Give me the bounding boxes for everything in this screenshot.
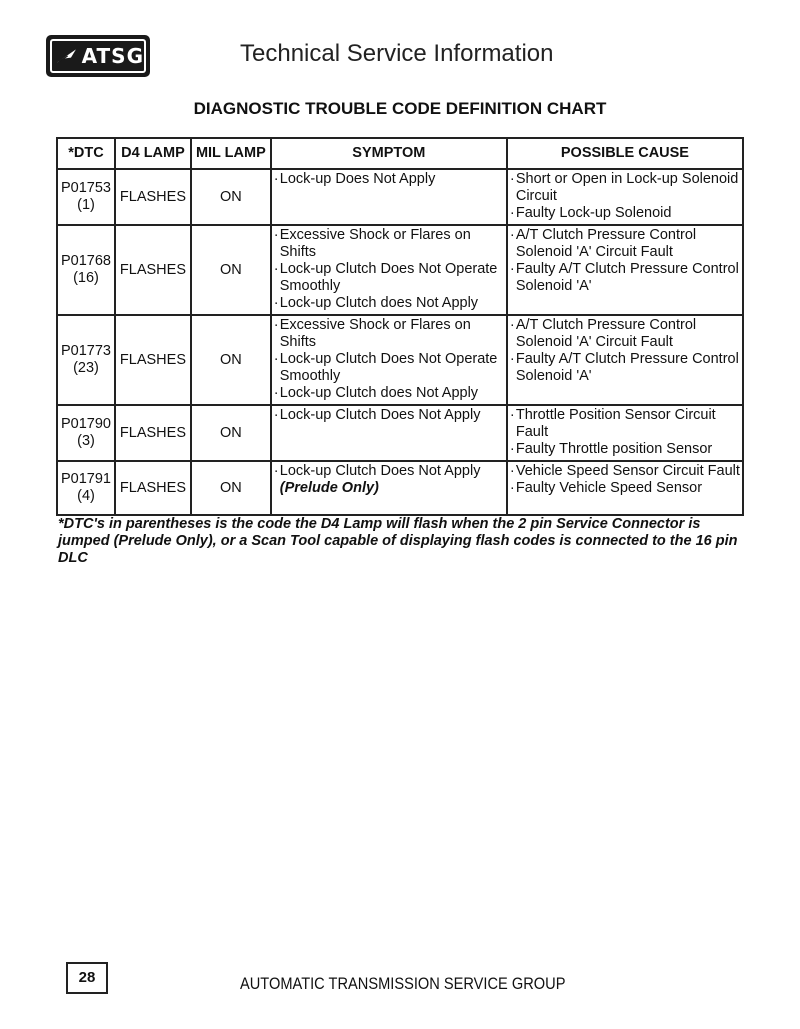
cause-item [510, 261, 740, 295]
symptom-item [274, 463, 504, 480]
dtc-code: P01768 [60, 253, 111, 269]
symptom-cell [271, 315, 507, 405]
d4-lamp-cell: FLASHES [115, 315, 191, 405]
possible-cause-cell [507, 405, 743, 461]
bullet-dot-icon: · [273, 351, 279, 367]
symptom-text: Lock-up Clutch does Not Apply [279, 385, 479, 401]
column-header-d4-lamp: D4 LAMP [115, 138, 191, 169]
cause-item [510, 407, 740, 441]
symptom-text: Lock-up Clutch Does Not Operate Smoothly [279, 351, 498, 384]
possible-cause-cell [507, 461, 743, 515]
atsg-logo [46, 35, 150, 77]
cause-item [510, 441, 740, 458]
possible-cause-cell [507, 225, 743, 315]
symptom-text: Lock-up Clutch Does Not Operate Smoothly [279, 261, 498, 294]
cause-item [510, 205, 740, 222]
cause-text: Faulty A/T Clutch Pressure Control Solenoid 'A' [515, 261, 739, 294]
cause-item [510, 463, 740, 480]
symptom-item [274, 385, 504, 402]
flash-code: (16) [73, 270, 99, 286]
dtc-cell [57, 315, 115, 405]
cause-text: Short or Open in Lock-up Solenoid Circuit [515, 171, 739, 204]
mil-lamp-cell: ON [191, 169, 271, 225]
table-row [57, 169, 743, 225]
bullet-dot-icon: · [509, 480, 515, 496]
symptom-text: Lock-up Clutch Does Not Apply [279, 463, 481, 479]
bullet-dot-icon: · [509, 205, 515, 221]
bullet-dot-icon: · [509, 261, 515, 277]
table-row [57, 225, 743, 315]
dtc-code: P01753 [60, 180, 111, 196]
bullet-dot-icon: · [509, 227, 515, 243]
possible-cause-cell [507, 315, 743, 405]
table-header-row [57, 138, 743, 169]
cause-item [510, 351, 740, 385]
dtc-cell [57, 169, 115, 225]
cause-text: A/T Clutch Pressure Control Solenoid 'A' Circuit Fault [515, 227, 697, 260]
flash-code: (3) [77, 433, 95, 449]
d4-lamp-cell: FLASHES [115, 461, 191, 515]
mil-lamp-cell: ON [191, 225, 271, 315]
bullet-dot-icon: · [273, 227, 279, 243]
bullet-dot-icon: · [273, 295, 279, 311]
dtc-cell [57, 405, 115, 461]
bullet-dot-icon: · [509, 407, 515, 423]
dtc-code: P01791 [60, 471, 111, 487]
bullet-dot-icon: · [273, 261, 279, 277]
bullet-dot-icon: · [509, 441, 515, 457]
symptom-item [274, 295, 504, 312]
column-header-mil-lamp: MIL LAMP [191, 138, 271, 169]
cause-item [510, 317, 740, 351]
mil-lamp-cell: ON [191, 461, 271, 515]
column-header-possible-cause: POSSIBLE CAUSE [507, 138, 743, 169]
dtc-cell [57, 461, 115, 515]
footnote: *DTC's in parentheses is the code the D4 Lamp will flash when the 2 pin Service Connector is jumped (Prelude Only), or a Scan Tool capable of displaying flash codes is connected to the 16 pin DLC [58, 516, 738, 566]
bullet-dot-icon: · [509, 351, 515, 367]
bird-icon [56, 46, 78, 66]
dtc-code: P01790 [60, 416, 111, 432]
symptom-cell [271, 225, 507, 315]
symptom-text: Lock-up Does Not Apply [279, 171, 436, 187]
d4-lamp-cell: FLASHES [115, 169, 191, 225]
flash-code: (23) [73, 360, 99, 376]
page-number: 28 [66, 962, 108, 994]
cause-text: Throttle Position Sensor Circuit Fault [515, 407, 716, 440]
bullet-dot-icon: · [273, 171, 279, 187]
cause-text: A/T Clutch Pressure Control Solenoid 'A' Circuit Fault [515, 317, 697, 350]
d4-lamp-cell: FLASHES [115, 225, 191, 315]
flash-code: (1) [77, 197, 95, 213]
possible-cause-cell [507, 169, 743, 225]
symptom-text: Excessive Shock or Flares on Shifts [279, 227, 471, 260]
symptom-item [274, 227, 504, 261]
bullet-dot-icon: · [509, 171, 515, 187]
chart-title: DIAGNOSTIC TROUBLE CODE DEFINITION CHART [193, 99, 607, 118]
cause-text: Faulty Throttle position Sensor [515, 441, 713, 457]
symptom-text: Lock-up Clutch Does Not Apply [279, 407, 481, 423]
d4-lamp-cell: FLASHES [115, 405, 191, 461]
symptom-item [274, 407, 504, 424]
symptom-item [274, 171, 504, 188]
table-row [57, 315, 743, 405]
symptom-cell [271, 169, 507, 225]
cause-item [510, 171, 740, 205]
bullet-dot-icon: · [273, 463, 279, 479]
symptom-text: Lock-up Clutch does Not Apply [279, 295, 479, 311]
cause-item [510, 227, 740, 261]
table-row [57, 461, 743, 515]
symptom-cell [271, 461, 507, 515]
logo-text: ATSG [81, 44, 144, 68]
flash-code: (4) [77, 488, 95, 504]
symptom-item [274, 317, 504, 351]
dtc-cell [57, 225, 115, 315]
bullet-dot-icon: · [273, 317, 279, 333]
cause-text: Faulty A/T Clutch Pressure Control Solenoid 'A' [515, 351, 739, 384]
bullet-dot-icon: · [509, 317, 515, 333]
column-header-symptom: SYMPTOM [271, 138, 507, 169]
mil-lamp-cell: ON [191, 405, 271, 461]
cause-text: Faulty Vehicle Speed Sensor [515, 480, 703, 496]
table-row [57, 405, 743, 461]
bullet-dot-icon: · [273, 385, 279, 401]
footer-organization: AUTOMATIC TRANSMISSION SERVICE GROUP [240, 974, 566, 993]
cause-text: Faulty Lock-up Solenoid [515, 205, 672, 221]
dtc-table-body [57, 169, 743, 515]
symptom-text: Excessive Shock or Flares on Shifts [279, 317, 471, 350]
mil-lamp-cell: ON [191, 315, 271, 405]
symptom-item [274, 261, 504, 295]
symptom-item [274, 351, 504, 385]
symptom-cell [271, 405, 507, 461]
column-header-dtc: *DTC [57, 138, 115, 169]
dtc-table [56, 137, 744, 516]
dtc-code: P01773 [60, 343, 111, 359]
cause-item [510, 480, 740, 497]
bullet-dot-icon: · [273, 407, 279, 423]
symptom-note: (Prelude Only) [279, 480, 379, 496]
page-header-title: Technical Service Information [240, 40, 554, 67]
cause-text: Vehicle Speed Sensor Circuit Fault [515, 463, 740, 479]
bullet-dot-icon: · [509, 463, 515, 479]
